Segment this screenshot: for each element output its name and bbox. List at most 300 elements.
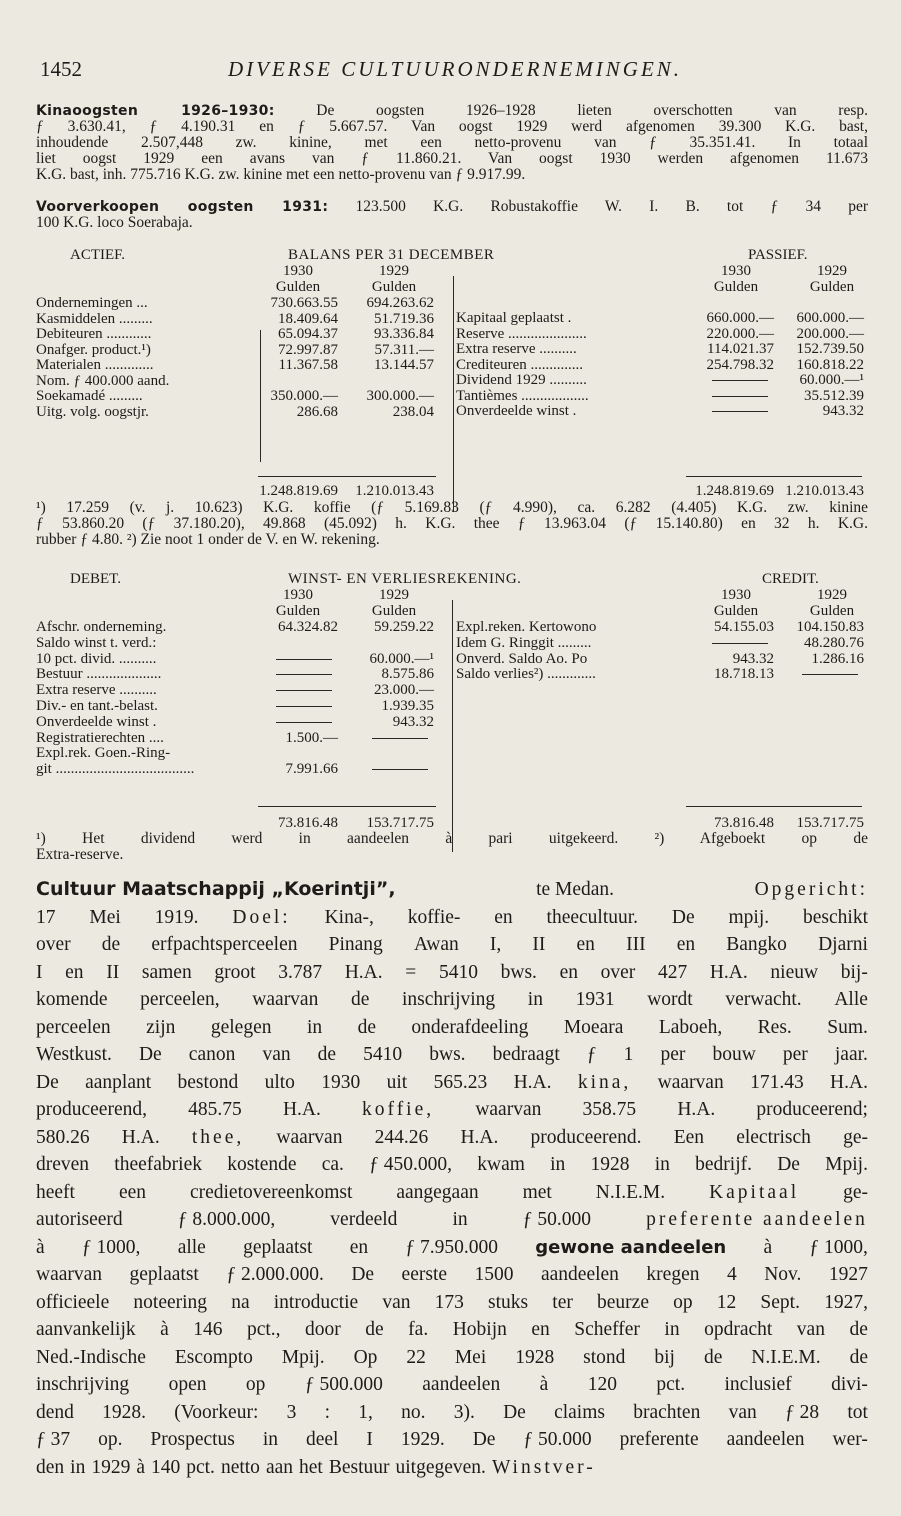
text-word: eerste xyxy=(401,1264,448,1285)
text-word: 1929. xyxy=(400,1429,445,1450)
balans-total-1929: 1.210.013.43 xyxy=(355,483,434,499)
row-value-1929: 59.259.22 xyxy=(374,619,434,635)
company-name: Cultuur Maatschappij „Koerintji”, xyxy=(36,878,396,900)
text-word: samen xyxy=(141,961,192,983)
text-word: produceerend. xyxy=(530,1126,642,1148)
winst-unit: Gulden xyxy=(713,603,759,619)
balans-unit: Gulden xyxy=(713,279,759,295)
text-word: uitgegeven. xyxy=(395,1456,486,1478)
kina-line: K.G. bast, inh. 775.716 K.G. zw. kinine met een netto-provenu van ƒ 9.917.99. xyxy=(36,166,526,183)
text-word: per xyxy=(782,1044,808,1065)
text-word: mpij. xyxy=(728,906,770,928)
text-word: fa. xyxy=(408,1319,429,1340)
empty-dash xyxy=(316,731,434,746)
text-word: met xyxy=(522,1181,552,1203)
table-row xyxy=(36,342,868,358)
empty-dash xyxy=(316,762,434,777)
page-number: 1452 xyxy=(40,57,82,81)
row-value-1929: 160.818.22 xyxy=(796,356,864,373)
text-word: verdeeld xyxy=(330,1209,398,1230)
balans-unit: Gulden xyxy=(371,279,417,295)
text-word: 1931 xyxy=(575,989,615,1010)
text-word: aan xyxy=(265,1456,293,1478)
text-word: zijn xyxy=(146,1016,176,1038)
text-line xyxy=(36,1069,868,1097)
text-word: beurze xyxy=(597,1291,649,1313)
text-word: verwacht. xyxy=(725,989,802,1010)
text-word: ƒ 1000, xyxy=(81,1236,141,1258)
row-label: Onverdeelde winst . xyxy=(456,404,577,419)
text-word: de xyxy=(849,1319,868,1340)
kina-line: ƒ 3.630.41, ƒ 4.190.31 en ƒ 5.667.57. Van oogst 1929 werd afgenomen 39.300 K.G. bast, xyxy=(36,118,868,135)
text-word: 1919. xyxy=(154,906,199,928)
text-word: waarvan xyxy=(276,1126,343,1148)
text-word: 5410 xyxy=(363,1044,403,1065)
text-word: H.A. xyxy=(121,1126,160,1148)
text-word: aandeelen xyxy=(726,1429,805,1450)
text-word: wer- xyxy=(832,1429,868,1450)
text-word: H.A. xyxy=(344,961,383,983)
text-word: op. xyxy=(98,1429,123,1450)
row-value-1929: 57.311.— xyxy=(374,341,434,358)
row-value-1930: 1.500.— xyxy=(285,729,338,746)
balans-note: ¹) 17.259 (v. j. 10.623) K.G. koffie (ƒ 5.169.83 (ƒ 4.990), ca. 6.282 (4.405) K.G. zw. kinine xyxy=(36,499,868,516)
winst-total-1929: 153.717.75 xyxy=(366,815,434,831)
table-row xyxy=(36,389,868,405)
winst-notes xyxy=(36,831,868,863)
text-word: Mpij. xyxy=(281,1346,325,1368)
text-word: H.A. xyxy=(513,1071,552,1093)
text-word: De xyxy=(777,1154,800,1175)
text-word: inschrijving xyxy=(36,1374,130,1395)
text-word: inclusief xyxy=(724,1374,792,1395)
text-word: : xyxy=(324,1401,331,1423)
text-line xyxy=(36,1426,868,1454)
table-row xyxy=(36,373,868,389)
verkoop-lead: Voorverkoopen oogsten 1931: xyxy=(36,199,329,215)
row-label: Reserve ..................... xyxy=(456,326,587,342)
row-label: Extra reserve .......... xyxy=(456,342,577,357)
text-word: de xyxy=(849,1346,868,1368)
text-word: produceerend, xyxy=(36,1099,147,1120)
text-word: perceelen, xyxy=(140,989,220,1010)
text-word: Westkust. xyxy=(36,1044,112,1065)
table-row xyxy=(36,404,868,420)
text-word: De xyxy=(503,1401,526,1423)
text-word: en xyxy=(676,934,696,955)
row-value-1930: 7.991.66 xyxy=(285,761,338,778)
row-value-1930: 72.997.87 xyxy=(278,341,338,358)
text-line xyxy=(36,1399,868,1427)
row-value-1929: 48.280.76 xyxy=(804,634,864,651)
row-label: Kapitaal geplaatst . xyxy=(456,311,572,326)
text-word: Awan xyxy=(413,934,459,955)
row-label: Saldo winst t. verd.: xyxy=(36,635,157,651)
text-word: H.A. xyxy=(460,1126,499,1148)
verkoop-line: 123.500 K.G. Robustakoffie W. I. B. tot ƒ 34 per xyxy=(355,198,869,215)
row-value-1930: 943.32 xyxy=(732,650,774,667)
text-word: Sum. xyxy=(827,1016,868,1038)
text-word: electrisch xyxy=(736,1126,811,1148)
row-value-1929: 600.000.— xyxy=(796,310,864,326)
text-word: ƒ 50.000 xyxy=(523,1429,592,1450)
text-word: in xyxy=(654,1154,670,1175)
text-word: koffie, xyxy=(362,1099,435,1120)
text-word: Opgericht: xyxy=(754,879,868,900)
text-word: preferente xyxy=(619,1429,699,1450)
text-word: de xyxy=(350,989,370,1010)
table-row xyxy=(36,311,868,327)
row-value-1929: 300.000.— xyxy=(366,388,434,404)
balans-total-1929: 1.210.013.43 xyxy=(785,483,864,499)
text-word: ƒ 2.000.000. xyxy=(226,1264,324,1285)
text-word: komende xyxy=(36,989,108,1010)
balans-total-1930: 1.248.819.69 xyxy=(695,483,774,499)
row-value-1929: 694.263.62 xyxy=(366,295,434,311)
balans-title: BALANS PER 31 DECEMBER xyxy=(288,247,495,263)
text-line xyxy=(36,959,868,987)
text-word: door xyxy=(305,1319,341,1340)
text-word: canon xyxy=(188,1044,236,1065)
row-label: Uitg. volg. oogstjr. xyxy=(36,404,149,420)
text-word: ge- xyxy=(843,1126,868,1148)
row-label: Dividend 1929 .......... xyxy=(456,373,587,388)
row-value-1929: 51.719.36 xyxy=(374,310,434,327)
balans-total-1930: 1.248.819.69 xyxy=(259,483,338,499)
debet-heading: DEBET. xyxy=(70,571,121,587)
text-word: 580.26 xyxy=(36,1126,90,1148)
text-word: open xyxy=(168,1374,207,1395)
text-word: waarvan xyxy=(36,1264,103,1285)
text-word: ƒ 500.000 xyxy=(304,1374,383,1395)
text-word: over xyxy=(36,934,71,955)
text-word: per xyxy=(660,1044,686,1065)
row-label: Kasmiddelen ......... xyxy=(36,311,153,327)
row-value-1930: 350.000.— xyxy=(270,388,338,404)
text-word: I xyxy=(366,1429,373,1450)
balans-year-1929: 1929 xyxy=(379,263,409,279)
text-word: onderafdeeling xyxy=(411,1016,529,1038)
row-value-1929: 943.32 xyxy=(392,713,434,730)
text-word: 1930 xyxy=(321,1071,361,1093)
text-word: ƒ 37 xyxy=(36,1429,71,1450)
text-word: op xyxy=(245,1374,266,1395)
text-word: stuks xyxy=(488,1291,529,1313)
text-word: heeft xyxy=(36,1181,75,1203)
text-word: N.I.E.M. xyxy=(595,1181,666,1203)
text-word: koffie- xyxy=(407,906,461,928)
text-word: Doel: xyxy=(232,906,291,928)
text-word: ulto xyxy=(264,1071,295,1093)
balans-unit: Gulden xyxy=(809,279,855,295)
row-label: Tantièmes .................. xyxy=(456,388,589,404)
text-word: ca. xyxy=(321,1154,344,1175)
text-word: 12 xyxy=(716,1291,737,1313)
text-word: Prospectus xyxy=(150,1429,235,1450)
text-word: Hobijn xyxy=(452,1319,507,1340)
text-line xyxy=(36,904,868,932)
text-word: geplaatst xyxy=(243,1236,313,1258)
text-word: bws. xyxy=(500,961,537,983)
verkoop-paragraph xyxy=(36,199,868,231)
text-word: groot xyxy=(214,961,256,983)
text-line xyxy=(36,1179,868,1207)
row-value-1929: 35.512.39 xyxy=(804,387,864,404)
text-word: Bangko xyxy=(726,934,787,955)
text-word: het xyxy=(299,1456,323,1478)
text-word: N.I.E.M. xyxy=(751,1346,821,1368)
text-word: 4 xyxy=(726,1264,737,1285)
text-word: van xyxy=(728,1401,757,1423)
text-word: Winstver- xyxy=(491,1456,596,1478)
text-word: Res. xyxy=(757,1016,792,1038)
row-label: Crediteuren .............. xyxy=(456,357,584,373)
company-description xyxy=(36,876,868,1481)
text-word: I xyxy=(36,961,43,983)
text-word: bestond xyxy=(177,1071,239,1093)
text-word: de xyxy=(357,1016,376,1038)
text-word: à xyxy=(160,1319,169,1340)
text-word: introductie xyxy=(273,1291,359,1313)
text-word: ƒ 1000, xyxy=(809,1236,868,1258)
text-word: à xyxy=(136,1456,145,1478)
text-word: De xyxy=(351,1264,375,1285)
text-word: à xyxy=(763,1236,773,1258)
winst-total-1930: 73.816.48 xyxy=(714,815,774,831)
text-word: noteering xyxy=(133,1291,208,1313)
text-word: Een xyxy=(673,1126,705,1148)
text-word: dend xyxy=(36,1401,74,1423)
text-word: divi- xyxy=(831,1374,868,1395)
text-word: 17 xyxy=(36,906,56,928)
text-word: beschikt xyxy=(803,906,868,928)
text-word: van xyxy=(382,1291,411,1313)
text-line xyxy=(36,1014,868,1042)
text-word: aanvankelijk xyxy=(36,1319,136,1340)
text-word: kwam xyxy=(477,1154,525,1175)
text-word: Djarni xyxy=(818,934,868,955)
row-label: Extra reserve .......... xyxy=(36,683,157,699)
text-word: waarvan xyxy=(657,1071,724,1093)
text-line xyxy=(36,1261,868,1289)
text-word: 140 xyxy=(150,1456,181,1478)
row-value-1929: 238.04 xyxy=(392,403,434,420)
text-word: tot xyxy=(847,1401,868,1423)
row-label: Materialen ............. xyxy=(36,358,154,373)
text-word: H.A. xyxy=(709,961,748,983)
text-word: pct., xyxy=(246,1319,281,1340)
row-value-1930: 64.324.82 xyxy=(278,619,338,635)
text-word: in xyxy=(452,1209,468,1230)
text-word: pct. xyxy=(186,1456,215,1478)
text-word: 1927, xyxy=(824,1291,868,1313)
text-word: waarvan xyxy=(475,1099,542,1120)
winst-year-1930: 1930 xyxy=(721,587,751,603)
text-word: in xyxy=(550,1154,566,1175)
text-word: Mei xyxy=(454,1346,487,1368)
text-word: kregen xyxy=(646,1264,700,1285)
winst-year-1929: 1929 xyxy=(817,587,847,603)
text-word: Pinang xyxy=(328,934,383,955)
text-word: over xyxy=(600,961,636,983)
row-label: Div.- en tant.-belast. xyxy=(36,699,158,714)
text-word: na xyxy=(231,1291,250,1313)
passief-heading: PASSIEF. xyxy=(748,247,808,263)
row-value-1930: 11.367.58 xyxy=(278,357,338,373)
text-line xyxy=(36,986,868,1014)
text-word: I, xyxy=(489,934,502,955)
text-word: credietovereenkomst xyxy=(189,1181,353,1203)
winst-year-1929: 1929 xyxy=(379,587,409,603)
text-word: in xyxy=(70,1456,86,1478)
text-word: en xyxy=(576,934,595,955)
text-line xyxy=(36,1371,868,1399)
text-word: H.A. xyxy=(282,1099,321,1120)
row-label: Ondernemingen ... xyxy=(36,296,148,311)
text-word: ter xyxy=(552,1291,573,1313)
row-label: Idem G. Ringgit ......... xyxy=(456,635,592,651)
text-word: 146 xyxy=(193,1319,223,1340)
table-row xyxy=(36,358,868,374)
text-word: in xyxy=(262,1429,279,1450)
row-label: Expl.rek. Goen.-Ring- xyxy=(36,746,171,762)
text-word: 173 xyxy=(434,1291,464,1313)
text-word: Scheffer xyxy=(574,1319,640,1340)
text-word: H.A. xyxy=(830,1071,868,1093)
text-word: erfpachtsperceelen xyxy=(151,934,298,955)
text-word: Kina-, xyxy=(324,906,374,928)
text-line xyxy=(36,1206,868,1234)
text-word: van xyxy=(262,1044,291,1065)
text-word: gewone aandeelen xyxy=(535,1236,727,1258)
text-word: 485.75 xyxy=(188,1099,242,1120)
row-value-1929: 8.575.86 xyxy=(381,666,434,683)
text-word: waarvan xyxy=(252,989,319,1010)
text-word: alle xyxy=(177,1236,206,1258)
text-word: Laboeh, xyxy=(658,1016,723,1038)
row-value-1930: 286.68 xyxy=(296,403,338,420)
text-word: dreven xyxy=(36,1154,90,1175)
text-word: Alle xyxy=(834,989,868,1010)
row-label: Saldo verlies²) ............. xyxy=(456,667,596,683)
row-label: Registratierechten .... xyxy=(36,730,164,746)
text-word: 565.23 xyxy=(433,1071,488,1093)
text-word: theecultuur. xyxy=(546,906,639,928)
text-word: bedrijf. xyxy=(695,1154,752,1175)
kina-paragraph xyxy=(36,103,868,183)
winst-unit: Gulden xyxy=(275,603,321,619)
text-word: Ned.-Indische xyxy=(36,1346,146,1368)
row-value-1929: 200.000.— xyxy=(796,325,864,342)
text-line xyxy=(36,1344,868,1372)
text-word: 1928. xyxy=(102,1401,147,1423)
text-word: nieuw xyxy=(770,961,819,983)
text-word: (Voorkeur: xyxy=(174,1401,259,1423)
text-word: inschrijving xyxy=(402,989,496,1010)
winst-unit: Gulden xyxy=(371,603,417,619)
text-word: thee, xyxy=(191,1126,245,1148)
row-value-1930: 254.798.32 xyxy=(706,356,774,373)
text-word: Bestuur xyxy=(328,1456,390,1478)
text-word: ƒ 7.950.000 xyxy=(405,1236,498,1258)
winst-note: Extra-reserve. xyxy=(36,846,124,863)
text-word: te Medan. xyxy=(536,879,615,900)
text-line xyxy=(36,1124,868,1152)
text-word: 1927 xyxy=(828,1264,868,1285)
row-value-1929: 60.000.—¹ xyxy=(369,650,434,667)
text-word: 3). xyxy=(453,1401,475,1423)
text-word: bws. xyxy=(429,1044,466,1065)
text-word: 5410 xyxy=(438,961,478,983)
row-label: Onverd. Saldo Ao. Po xyxy=(456,651,588,667)
text-word: de xyxy=(101,934,121,955)
text-word: een xyxy=(118,1181,146,1203)
text-word: De xyxy=(138,1044,162,1065)
text-word: 171.43 xyxy=(750,1071,804,1093)
row-value-1929: 152.739.50 xyxy=(796,341,864,357)
text-word: en xyxy=(65,961,84,983)
text-word: 3 xyxy=(286,1401,297,1423)
text-word: gelegen xyxy=(210,1016,272,1038)
credit-heading: CREDIT. xyxy=(762,571,819,587)
row-value-1929: 1.939.35 xyxy=(381,698,434,714)
text-word: ƒ 50.000 xyxy=(522,1209,592,1230)
text-word: ƒ 450.000, xyxy=(369,1154,453,1175)
text-word: à xyxy=(539,1374,549,1395)
text-word: pct. xyxy=(656,1374,686,1395)
text-word: de xyxy=(365,1319,384,1340)
text-word: Mei xyxy=(89,906,121,928)
text-word: à xyxy=(36,1236,45,1258)
text-word: Op xyxy=(353,1346,378,1368)
text-word: 1 xyxy=(623,1044,634,1065)
row-label: Soekamadé ......... xyxy=(36,389,143,404)
text-word: De xyxy=(36,1071,59,1093)
row-value-1929: 23.000.— xyxy=(374,682,434,699)
text-line xyxy=(36,1234,868,1262)
profit-loss-account xyxy=(36,572,868,872)
text-word: 1928 xyxy=(590,1154,630,1175)
row-label: Onafger. product.¹) xyxy=(36,342,151,358)
text-word: kina, xyxy=(577,1071,632,1093)
text-word: theefabriek xyxy=(114,1154,202,1175)
text-word: 244.26 xyxy=(374,1126,429,1148)
text-word: 1928 xyxy=(515,1346,555,1368)
text-word: 1929 xyxy=(91,1456,131,1478)
text-line xyxy=(36,931,868,959)
text-word: II xyxy=(532,934,546,955)
text-word: De xyxy=(472,1429,496,1450)
text-word: en xyxy=(531,1319,550,1340)
row-value-1930: 18.409.64 xyxy=(278,310,338,327)
text-word: uit xyxy=(386,1071,408,1093)
text-word: = xyxy=(405,961,417,983)
text-word: bij- xyxy=(840,961,868,983)
text-word: 1500 xyxy=(474,1264,514,1285)
text-word: Sept. xyxy=(760,1291,800,1313)
text-line xyxy=(36,1096,868,1124)
text-word: ge- xyxy=(843,1181,868,1203)
text-word: II xyxy=(106,961,120,983)
running-title: DIVERSE CULTUURONDERNEMINGEN. xyxy=(227,57,683,81)
text-word: aanplant xyxy=(85,1071,152,1093)
text-word: kostende xyxy=(227,1154,297,1175)
row-label: Debiteuren ............ xyxy=(36,327,152,342)
row-value-1929: 93.336.84 xyxy=(374,326,434,342)
text-word: ƒ 28 xyxy=(784,1401,820,1423)
text-line xyxy=(36,1454,868,1482)
text-word: perceelen xyxy=(36,1016,111,1038)
